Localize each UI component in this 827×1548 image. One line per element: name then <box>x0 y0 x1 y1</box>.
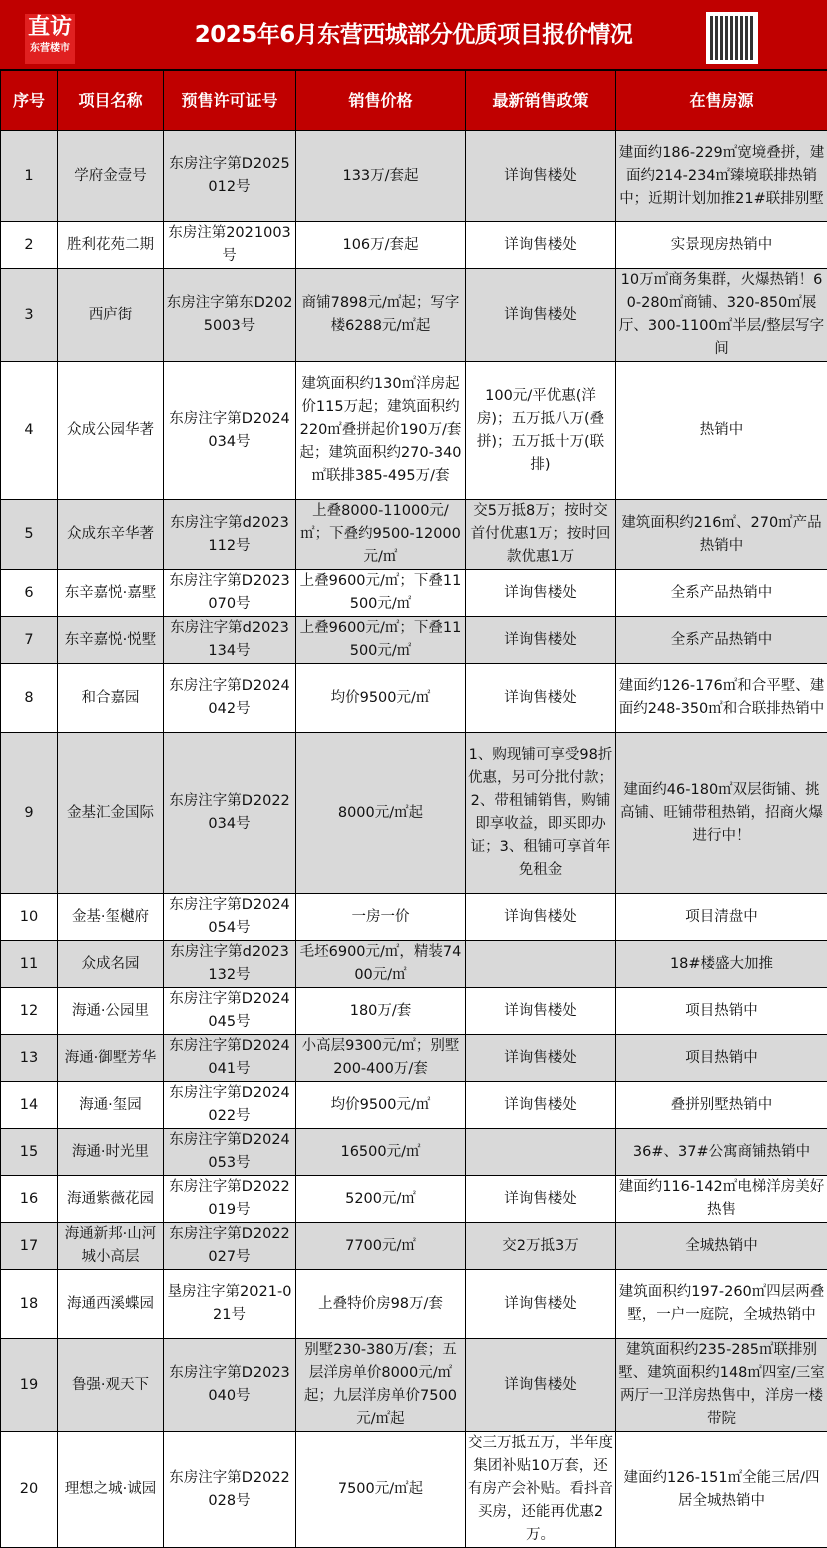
cell-price: 别墅230-380万/套；五层洋房单价8000元/㎡起；九层洋房单价7500元/㎡起 <box>296 1339 466 1432</box>
cell-index: 5 <box>1 500 58 570</box>
cell-index: 16 <box>1 1176 58 1223</box>
cell-index: 15 <box>1 1129 58 1176</box>
cell-policy: 交三万抵五万，半年度集团补贴10万套，还有房产会补贴。看抖音买房，还能再优惠2万。 <box>466 1432 616 1548</box>
cell-policy: 100元/平优惠(洋房)；五万抵八万(叠拼)；五万抵十万(联排) <box>466 362 616 500</box>
cell-project-name: 海通紫薇花园 <box>58 1176 164 1223</box>
cell-policy: 详询售楼处 <box>466 131 616 222</box>
cell-index: 17 <box>1 1223 58 1270</box>
cell-available: 全城热销中 <box>616 1223 827 1270</box>
cell-policy: 详询售楼处 <box>466 617 616 664</box>
table-row <box>1 1432 827 1548</box>
table-row <box>1 664 827 733</box>
cell-permit: 东房注字第D2022027号 <box>164 1223 296 1270</box>
cell-permit: 垦房注字第2021-021号 <box>164 1270 296 1339</box>
cell-available: 全系产品热销中 <box>616 570 827 617</box>
cell-project-name: 金基汇金国际 <box>58 733 164 894</box>
cell-project-name: 海通·玺园 <box>58 1082 164 1129</box>
table-row <box>1 500 827 570</box>
header-col-available: 在售房源 <box>616 71 827 131</box>
table-row <box>1 894 827 941</box>
cell-policy: 交5万抵8万；按时交首付优惠1万；按时回款优惠1万 <box>466 500 616 570</box>
cell-project-name: 众成东辛华著 <box>58 500 164 570</box>
cell-permit: 东房注字第D2024034号 <box>164 362 296 500</box>
cell-available: 全系产品热销中 <box>616 617 827 664</box>
cell-policy: 详询售楼处 <box>466 1035 616 1082</box>
cell-index: 13 <box>1 1035 58 1082</box>
cell-price: 上叠9600元/㎡；下叠11500元/㎡ <box>296 570 466 617</box>
cell-permit: 东房注字第D2024022号 <box>164 1082 296 1129</box>
cell-permit: 东房注字第D2024045号 <box>164 988 296 1035</box>
cell-available: 建面约126-176㎡和合平墅、建面约248-350㎡和合联排热销中 <box>616 664 827 733</box>
cell-index: 3 <box>1 269 58 362</box>
table-row <box>1 617 827 664</box>
cell-available: 18#楼盛大加推 <box>616 941 827 988</box>
cell-price: 8000元/㎡起 <box>296 733 466 894</box>
table-row <box>1 1339 827 1432</box>
cell-index: 9 <box>1 733 58 894</box>
cell-index: 14 <box>1 1082 58 1129</box>
cell-permit: 东房注字第D2024053号 <box>164 1129 296 1176</box>
cell-project-name: 众成名园 <box>58 941 164 988</box>
cell-available: 建筑面积约235-285㎡联排别墅、建筑面积约148㎡四室/三室两厅一卫洋房热售中，洋房一楼带院 <box>616 1339 827 1432</box>
cell-policy <box>466 941 616 988</box>
title-banner <box>0 0 827 70</box>
table-row <box>1 1082 827 1129</box>
cell-price: 180万/套 <box>296 988 466 1035</box>
cell-permit: 东房注字第D2024054号 <box>164 894 296 941</box>
cell-project-name: 海通·公园里 <box>58 988 164 1035</box>
table-row <box>1 941 827 988</box>
cell-project-name: 学府金壹号 <box>58 131 164 222</box>
logo-text: 直访 <box>25 14 75 42</box>
cell-project-name: 海通·时光里 <box>58 1129 164 1176</box>
qr-code-icon <box>706 12 758 64</box>
table-header <box>1 71 827 131</box>
cell-project-name: 众成公园华著 <box>58 362 164 500</box>
cell-price: 均价9500元/㎡ <box>296 1082 466 1129</box>
cell-policy: 详询售楼处 <box>466 269 616 362</box>
cell-price: 16500元/㎡ <box>296 1129 466 1176</box>
cell-price: 毛坯6900元/㎡，精装7400元/㎡ <box>296 941 466 988</box>
cell-policy: 详询售楼处 <box>466 988 616 1035</box>
table-row <box>1 269 827 362</box>
cell-index: 1 <box>1 131 58 222</box>
cell-project-name: 西庐街 <box>58 269 164 362</box>
cell-project-name: 东辛嘉悦·嘉墅 <box>58 570 164 617</box>
cell-available: 建面约126-151㎡全能三居/四居全城热销中 <box>616 1432 827 1548</box>
table-row <box>1 131 827 222</box>
table-row <box>1 1270 827 1339</box>
cell-price: 5200元/㎡ <box>296 1176 466 1223</box>
cell-permit: 东房注字第d2023134号 <box>164 617 296 664</box>
cell-index: 18 <box>1 1270 58 1339</box>
cell-permit: 东房注字第D2022034号 <box>164 733 296 894</box>
cell-project-name: 胜利花苑二期 <box>58 222 164 269</box>
header-col-permit: 预售许可证号 <box>164 71 296 131</box>
cell-permit: 东房注字第d2023112号 <box>164 500 296 570</box>
cell-policy: 详询售楼处 <box>466 570 616 617</box>
cell-policy: 详询售楼处 <box>466 1176 616 1223</box>
cell-project-name: 和合嘉园 <box>58 664 164 733</box>
cell-policy: 详询售楼处 <box>466 664 616 733</box>
cell-price: 133万/套起 <box>296 131 466 222</box>
cell-policy: 详询售楼处 <box>466 222 616 269</box>
table-row <box>1 733 827 894</box>
cell-project-name: 海通·御墅芳华 <box>58 1035 164 1082</box>
cell-available: 建筑面积约197-260㎡四层两叠墅，一户一庭院，全城热销中 <box>616 1270 827 1339</box>
cell-policy: 交2万抵3万 <box>466 1223 616 1270</box>
cell-available: 项目热销中 <box>616 1035 827 1082</box>
cell-project-name: 海通新邦·山河城小高层 <box>58 1223 164 1270</box>
header-col-project-name: 项目名称 <box>58 71 164 131</box>
cell-project-name: 鲁强·观天下 <box>58 1339 164 1432</box>
cell-permit: 东房注字第D2022028号 <box>164 1432 296 1548</box>
cell-permit: 东房注第2021003号 <box>164 222 296 269</box>
header-col-policy: 最新销售政策 <box>466 71 616 131</box>
cell-index: 7 <box>1 617 58 664</box>
cell-available: 36#、37#公寓商铺热销中 <box>616 1129 827 1176</box>
cell-index: 2 <box>1 222 58 269</box>
cell-index: 10 <box>1 894 58 941</box>
cell-price: 建筑面积约130㎡洋房起价115万起；建筑面积约220㎡叠拼起价190万/套起；建筑面积约270-340㎡联排385-495万/套 <box>296 362 466 500</box>
cell-available: 叠拼别墅热销中 <box>616 1082 827 1129</box>
cell-price: 上叠特价房98万/套 <box>296 1270 466 1339</box>
cell-available: 实景现房热销中 <box>616 222 827 269</box>
table-row <box>1 362 827 500</box>
table-row <box>1 222 827 269</box>
table-row <box>1 988 827 1035</box>
cell-permit: 东房注字第D2024041号 <box>164 1035 296 1082</box>
table-row <box>1 1176 827 1223</box>
cell-price: 一房一价 <box>296 894 466 941</box>
cell-policy: 详询售楼处 <box>466 1270 616 1339</box>
cell-permit: 东房注字第d2023132号 <box>164 941 296 988</box>
cell-permit: 东房注字第东D2025003号 <box>164 269 296 362</box>
cell-price: 商铺7898元/㎡起；写字楼6288元/㎡起 <box>296 269 466 362</box>
cell-available: 项目热销中 <box>616 988 827 1035</box>
cell-index: 4 <box>1 362 58 500</box>
cell-permit: 东房注字第D2025012号 <box>164 131 296 222</box>
cell-permit: 东房注字第D2022019号 <box>164 1176 296 1223</box>
brand-logo <box>25 14 75 64</box>
table-row <box>1 1129 827 1176</box>
cell-policy: 详询售楼处 <box>466 1339 616 1432</box>
cell-price: 7700元/㎡ <box>296 1223 466 1270</box>
cell-price: 小高层9300元/㎡；别墅200-400万/套 <box>296 1035 466 1082</box>
cell-policy: 详询售楼处 <box>466 1082 616 1129</box>
header-col-index: 序号 <box>1 71 58 131</box>
cell-policy: 详询售楼处 <box>466 894 616 941</box>
page-title: 2025年6月东营西城部分优质项目报价情况 <box>0 0 827 70</box>
cell-price: 106万/套起 <box>296 222 466 269</box>
cell-price: 上叠8000-11000元/㎡；下叠约9500-12000元/㎡ <box>296 500 466 570</box>
cell-price: 均价9500元/㎡ <box>296 664 466 733</box>
cell-index: 8 <box>1 664 58 733</box>
table-row <box>1 570 827 617</box>
table-row <box>1 1035 827 1082</box>
price-table <box>0 70 827 1548</box>
header-col-price: 销售价格 <box>296 71 466 131</box>
cell-price: 上叠9600元/㎡；下叠11500元/㎡ <box>296 617 466 664</box>
cell-index: 20 <box>1 1432 58 1548</box>
cell-available: 热销中 <box>616 362 827 500</box>
cell-project-name: 理想之城·诚园 <box>58 1432 164 1548</box>
cell-index: 6 <box>1 570 58 617</box>
cell-policy <box>466 1129 616 1176</box>
cell-available: 建面约46-180㎡双层街铺、挑高铺、旺铺带租热销，招商火爆进行中！ <box>616 733 827 894</box>
cell-project-name: 金基·玺樾府 <box>58 894 164 941</box>
cell-available: 建面约116-142㎡电梯洋房美好热售 <box>616 1176 827 1223</box>
cell-available: 项目清盘中 <box>616 894 827 941</box>
cell-project-name: 海通西溪蝶园 <box>58 1270 164 1339</box>
cell-available: 建面约186-229㎡宽境叠拼，建面约214-234㎡臻境联排热销中；近期计划加推21#联排别墅 <box>616 131 827 222</box>
cell-permit: 东房注字第D2024042号 <box>164 664 296 733</box>
cell-index: 19 <box>1 1339 58 1432</box>
cell-policy: 1、购现铺可享受98折优惠，另可分批付款；2、带租铺销售，购铺即享收益，即买即办证；3、租铺可享首年免租金 <box>466 733 616 894</box>
logo-subtext: 东营楼市 <box>25 42 75 56</box>
cell-index: 11 <box>1 941 58 988</box>
cell-available: 建筑面积约216㎡、270㎡产品热销中 <box>616 500 827 570</box>
cell-permit: 东房注字第D2023070号 <box>164 570 296 617</box>
cell-project-name: 东辛嘉悦·悦墅 <box>58 617 164 664</box>
cell-index: 12 <box>1 988 58 1035</box>
cell-price: 7500元/㎡起 <box>296 1432 466 1548</box>
cell-permit: 东房注字第D2023040号 <box>164 1339 296 1432</box>
cell-available: 10万㎡商务集群，火爆热销！60-280㎡商铺、320-850㎡展厅、300-1100㎡半层/整层写字间 <box>616 269 827 362</box>
table-row <box>1 1223 827 1270</box>
